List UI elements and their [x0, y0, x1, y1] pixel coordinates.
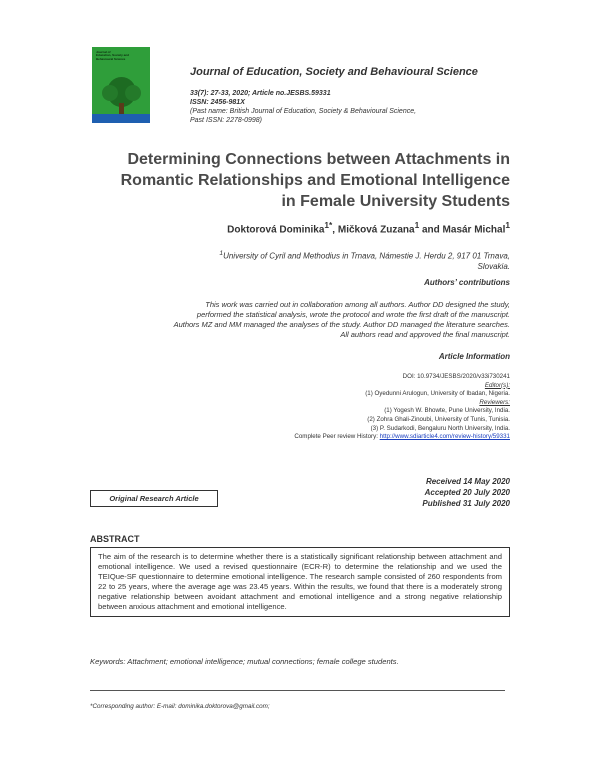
reviewer: (2) Zohra Ghali-Zinoubi, University of Tunis, Tunisia.	[367, 415, 510, 423]
author-sup: 1	[505, 220, 510, 230]
issn: ISSN: 2456-981X	[190, 99, 245, 106]
contributions-heading: Authors’ contributions	[424, 278, 510, 287]
reviewer: (1) Yogesh W. Bhowte, Pune University, India.	[384, 407, 510, 415]
abstract-text: The aim of the research is to determine whether there is a statistically significant relationship between attachment and emotional intelligence. We used a revised questionnaire (ECR-R) to determine the relationship and we used the TEIQue-SF questionnaire to determine emotional intelligence. The research sample consisted of 260 respondents from 22 to 25 years, where the average age was 23.45 years. Within the results, we found that there is a moderately strong negative relationship between avoidant attachment and emotional intelligence and a strong negative relationship between anxious attachment and emotional intelligence.	[90, 547, 510, 617]
reviewer: (3) P. Sudarkodi, Bengaluru North University, India.	[370, 424, 510, 432]
journal-name: Journal of Education, Society and Behavioural Science	[190, 66, 478, 78]
author-name: Doktorová Dominika	[227, 224, 325, 236]
cover-title: Journal of Education, Society and Behavioural Science	[96, 50, 130, 61]
accepted-date: Accepted 20 July 2020	[424, 488, 510, 497]
past-name: (Past name: British Journal of Education, Society & Behavioural Science,	[190, 108, 417, 115]
doi: DOI: 10.9734/JESBS/2020/v33i730241	[402, 373, 510, 380]
keywords: Keywords: Attachment; emotional intelligence; mutual connections; female college students.	[90, 657, 399, 666]
review-history-link[interactable]: http://www.sdiarticle4.com/review-history/59331	[379, 433, 510, 441]
article-title: Determining Connections between Attachments in Romantic Relationships and Emotional Intelligence in Female University Students	[120, 151, 510, 210]
published-date: Published 31 July 2020	[422, 499, 510, 508]
author-name: Mičková Zuzana	[337, 224, 415, 236]
reviewers-label: Reviewers:	[479, 398, 510, 406]
author-name: Masár Michal	[442, 224, 506, 236]
article-info-heading: Article Information	[438, 352, 510, 361]
editor: (1) Oyedunni Arulogun, University of Ibadan, Nigeria.	[365, 390, 510, 398]
author-list: Doktorová Dominika$^{1*}$, Mičková Zuzana$^1$ and Masár Michal$^1$	[227, 220, 510, 236]
article-type-badge: Original Research Article	[90, 490, 218, 507]
contributions-text: This work was carried out in collaboration among all authors. Author DD designed the study, performed the statistical analysis, wrote the protocol and wrote the first draft of the manuscript. Authors MZ and MM managed the analyses of the study. Author DD managed the literature searches. All authors read and approved the final manuscript.	[173, 300, 510, 339]
citation: 33(7): 27-33, 2020; Article no.JESBS.59331	[190, 90, 331, 97]
past-issn: Past ISSN: 2278-0998)	[190, 117, 262, 124]
author-sup: 1*	[324, 220, 333, 230]
footnote-divider	[90, 690, 505, 691]
corresponding-author-footnote: *Corresponding author: E-mail: dominika.doktorova@gmail.com;	[90, 703, 270, 710]
editor-label: Editor(s):	[484, 381, 510, 389]
affiliation: $^1$University of Cyril and Methodius in Trnava, Námestie J. Herdu 2, 917 01 Trnava, Slovakia.	[219, 250, 510, 271]
journal-cover-image	[92, 47, 150, 123]
author-sup: 1	[414, 220, 420, 230]
received-date: Received 14 May 2020	[425, 477, 510, 486]
publication-dates	[300, 476, 510, 509]
review-history: Complete Peer review History: http://www.sdiarticle4.com/review-history/59331	[294, 433, 510, 441]
article-info	[90, 373, 510, 442]
journal-meta	[190, 89, 416, 125]
abstract-heading: ABSTRACT	[90, 534, 140, 544]
